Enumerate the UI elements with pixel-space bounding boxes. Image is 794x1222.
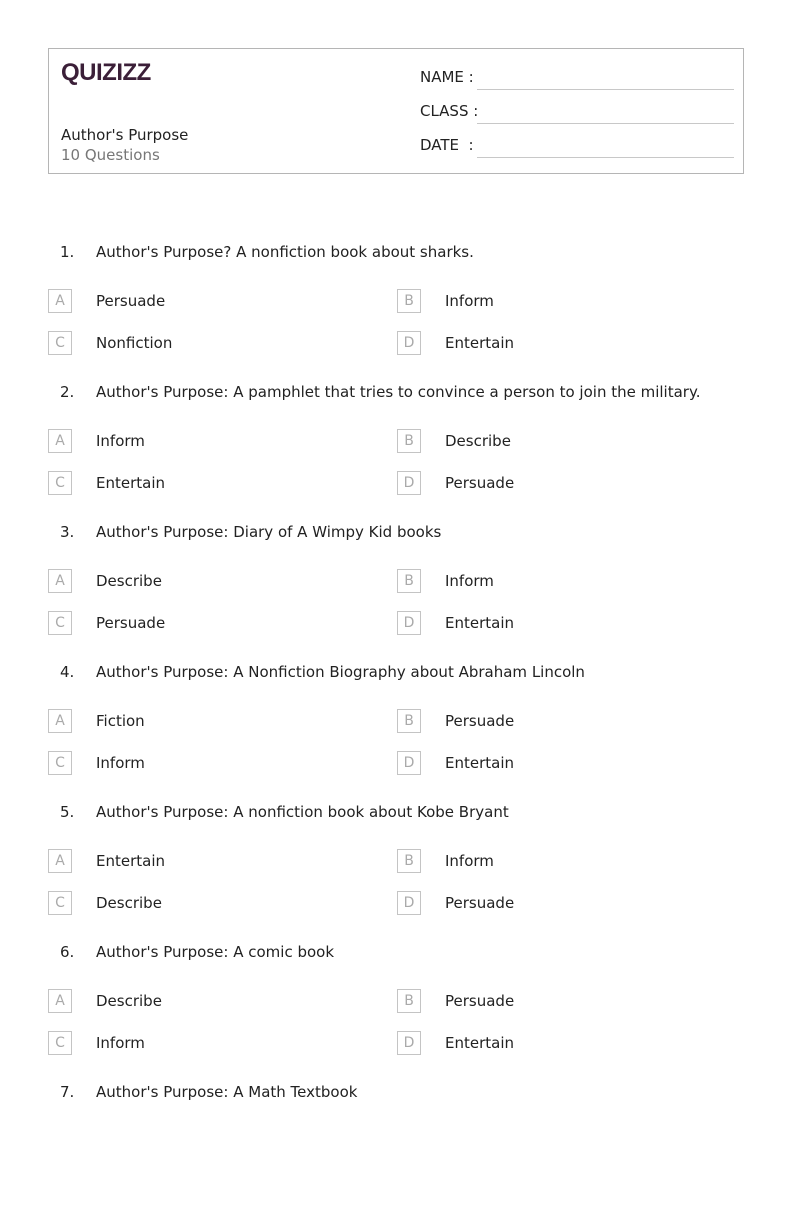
option-text: Entertain xyxy=(445,614,515,632)
question-text: Author's Purpose: A comic book xyxy=(96,943,335,961)
worksheet-title: Author's Purpose xyxy=(61,126,189,144)
option-text: Entertain xyxy=(96,474,166,492)
option-letter-box[interactable]: A xyxy=(48,989,72,1013)
option-letter-box[interactable]: D xyxy=(397,1031,421,1055)
option-letter-box[interactable]: B xyxy=(397,429,421,453)
date-line xyxy=(477,157,734,158)
date-label: DATE : xyxy=(420,136,474,154)
question xyxy=(0,942,794,1082)
option-text: Persuade xyxy=(445,474,515,492)
option-letter-box[interactable]: B xyxy=(397,989,421,1013)
option-text: Describe xyxy=(96,894,162,912)
question-text: Author's Purpose: A Math Textbook xyxy=(96,1083,358,1101)
option-letter-box[interactable]: C xyxy=(48,331,72,355)
option-letter-box[interactable]: D xyxy=(397,611,421,635)
option-text: Persuade xyxy=(445,712,515,730)
option-text: Entertain xyxy=(445,754,515,772)
question-text: Author's Purpose: A Nonfiction Biography about Abraham Lincoln xyxy=(96,663,585,681)
option-letter-box[interactable]: B xyxy=(397,709,421,733)
option-text: Fiction xyxy=(96,712,145,730)
name-line xyxy=(477,89,734,90)
option-letter-box[interactable]: C xyxy=(48,471,72,495)
question-text: Author's Purpose: A pamphlet that tries to convince a person to join the military. xyxy=(96,383,701,401)
option-text: Persuade xyxy=(96,292,166,310)
question-text: Author's Purpose? A nonfiction book about sharks. xyxy=(96,243,474,261)
question-number: 3. xyxy=(60,523,75,541)
option-letter-box[interactable]: C xyxy=(48,751,72,775)
option-text: Nonfiction xyxy=(96,334,173,352)
name-field[interactable] xyxy=(420,68,734,90)
question-list xyxy=(0,242,794,1222)
question-number: 4. xyxy=(60,663,75,681)
question-number: 1. xyxy=(60,243,75,261)
worksheet-header xyxy=(48,48,744,174)
question-count: 10 Questions xyxy=(61,146,160,164)
option-text: Entertain xyxy=(445,1034,515,1052)
question xyxy=(0,242,794,382)
name-label: NAME : xyxy=(420,68,474,86)
option-letter-box[interactable]: A xyxy=(48,569,72,593)
option-letter-box[interactable]: D xyxy=(397,891,421,915)
option-letter-box[interactable]: D xyxy=(397,751,421,775)
question xyxy=(0,382,794,522)
option-text: Inform xyxy=(445,572,494,590)
option-letter-box[interactable]: C xyxy=(48,891,72,915)
option-text: Persuade xyxy=(445,992,515,1010)
option-text: Persuade xyxy=(445,894,515,912)
question-text: Author's Purpose: A nonfiction book about Kobe Bryant xyxy=(96,803,509,821)
option-letter-box[interactable]: C xyxy=(48,611,72,635)
question xyxy=(0,662,794,802)
option-text: Describe xyxy=(96,572,162,590)
option-text: Persuade xyxy=(96,614,166,632)
question xyxy=(0,802,794,942)
option-text: Inform xyxy=(96,754,145,772)
option-text: Inform xyxy=(96,432,145,450)
option-text: Entertain xyxy=(445,334,515,352)
option-letter-box[interactable]: A xyxy=(48,709,72,733)
option-letter-box[interactable]: D xyxy=(397,471,421,495)
question-text: Author's Purpose: Diary of A Wimpy Kid books xyxy=(96,523,442,541)
date-field[interactable] xyxy=(420,136,734,158)
option-letter-box[interactable]: A xyxy=(48,289,72,313)
option-text: Describe xyxy=(96,992,162,1010)
question xyxy=(0,1082,794,1222)
option-text: Describe xyxy=(445,432,511,450)
option-letter-box[interactable]: A xyxy=(48,429,72,453)
question xyxy=(0,522,794,662)
question-number: 2. xyxy=(60,383,75,401)
option-letter-box[interactable]: A xyxy=(48,849,72,873)
option-text: Inform xyxy=(445,852,494,870)
class-line xyxy=(477,123,734,124)
option-text: Inform xyxy=(445,292,494,310)
option-letter-box[interactable]: B xyxy=(397,849,421,873)
quizizz-logo: QUIZIZZ xyxy=(61,59,151,86)
question-number: 5. xyxy=(60,803,75,821)
class-field[interactable] xyxy=(420,102,734,124)
option-text: Inform xyxy=(96,1034,145,1052)
question-number: 6. xyxy=(60,943,75,961)
option-text: Entertain xyxy=(96,852,166,870)
option-letter-box[interactable]: B xyxy=(397,289,421,313)
option-letter-box[interactable]: C xyxy=(48,1031,72,1055)
question-number: 7. xyxy=(60,1083,75,1101)
class-label: CLASS : xyxy=(420,102,479,120)
option-letter-box[interactable]: D xyxy=(397,331,421,355)
option-letter-box[interactable]: B xyxy=(397,569,421,593)
